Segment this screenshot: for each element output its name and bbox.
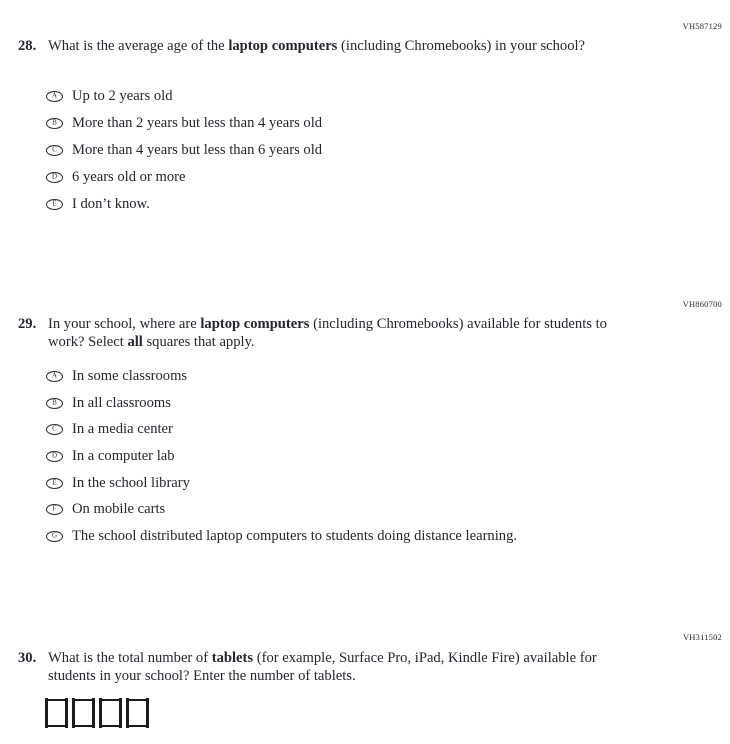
option-label: More than 2 years but less than 4 years old [72,115,323,131]
question-30-text [48,650,624,685]
question-text-segment-bold: all [127,333,143,350]
option-letter: E [52,478,57,487]
question-30 [18,650,624,685]
option-c[interactable] [46,137,322,164]
question-text-segment: (including Chromebooks) available for students to work? Select [48,316,607,350]
option-g[interactable] [46,523,517,550]
option-letter: E [52,199,57,208]
option-b[interactable] [46,110,322,137]
option-e[interactable] [46,191,322,218]
question-28 [18,38,624,56]
answer-oval-icon[interactable] [46,91,63,102]
answer-oval-icon[interactable] [46,451,63,462]
option-e[interactable] [46,470,517,497]
option-label: In a computer lab [72,447,175,464]
question-text-segment-bold: laptop computers [228,38,338,54]
question-29-options [46,363,517,550]
answer-oval-icon[interactable] [46,424,63,435]
question-text-segment: (for example, Surface Pro, iPad, Kindle Fire) available for students in your school? Enter the number of tablets. [48,650,597,684]
option-letter: G [51,531,58,540]
answer-oval-icon[interactable] [46,172,63,183]
question-text-segment: (including Chromebooks) in your school? [337,38,586,54]
answer-oval-icon[interactable] [46,398,63,409]
option-a[interactable] [46,363,517,390]
option-letter: C [52,145,57,154]
option-label: In the school library [72,474,190,491]
answer-oval-icon[interactable] [46,145,63,156]
answer-oval-icon[interactable] [46,118,63,129]
option-f[interactable] [46,496,517,523]
option-label: More than 4 years but less than 6 years old [72,142,323,158]
answer-oval-icon[interactable] [46,199,63,210]
tablet-count-digit-box-1[interactable] [45,699,68,727]
question-29-number: 29. [18,316,37,332]
answer-oval-icon[interactable] [46,504,63,515]
option-label: I don’t know. [72,196,150,212]
option-label: The school distributed laptop computers to students doing distance learning. [72,527,518,544]
question-28-text [48,38,624,56]
option-label: In some classrooms [72,367,188,384]
question-30-accession-code: VH311502 [682,632,722,642]
option-label: In a media center [72,421,173,438]
tablet-count-digit-box-4[interactable] [126,699,149,727]
question-text-segment: In your school, where are [48,316,201,332]
question-29 [18,316,624,351]
option-label: Up to 2 years old [72,88,173,104]
tablet-count-entry [45,699,149,727]
option-b[interactable] [46,390,517,417]
option-letter: D [51,451,58,460]
question-text-segment: What is the total number of [48,650,212,666]
option-a[interactable] [46,83,322,110]
answer-oval-icon[interactable] [46,371,63,382]
question-29-text [48,316,624,351]
question-30-number: 30. [18,650,37,666]
question-28-options [46,83,322,218]
option-c[interactable] [46,416,517,443]
option-label: 6 years old or more [72,169,186,185]
option-letter: A [51,371,58,380]
option-letter: C [52,424,57,433]
question-text-segment: squares that apply. [142,333,255,350]
question-29-accession-code: VH860700 [682,299,722,309]
option-letter: B [52,118,57,127]
question-28-number: 28. [18,38,37,54]
option-letter: D [51,172,58,181]
option-d[interactable] [46,164,322,191]
option-letter: B [52,398,57,407]
option-label: In all classrooms [72,394,171,411]
option-letter: A [51,91,58,100]
question-text-segment: What is the average age of the [48,38,229,54]
tablet-count-digit-box-3[interactable] [99,699,122,727]
question-text-segment-bold: tablets [211,650,254,666]
tablet-count-digit-box-2[interactable] [72,699,95,727]
question-text-segment-bold: laptop computers [200,316,310,332]
option-label: On mobile carts [72,501,166,518]
option-d[interactable] [46,443,517,470]
question-28-accession-code: VH587129 [682,21,722,31]
answer-oval-icon[interactable] [46,478,63,489]
answer-oval-icon[interactable] [46,531,63,542]
option-letter: F [52,504,57,513]
